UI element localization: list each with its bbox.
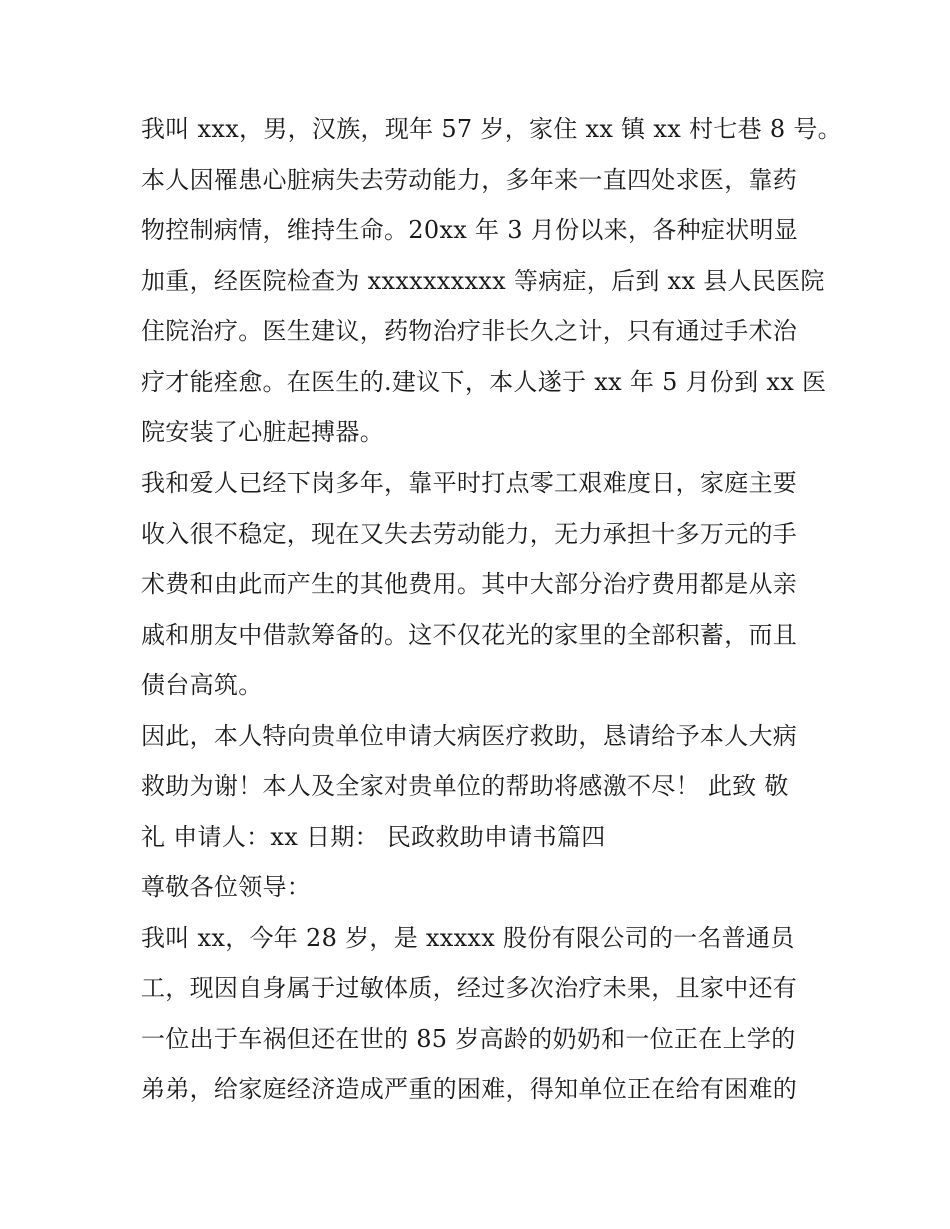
- text-line: 本人因罹患心脏病失去劳动能力，多年来一直四处求医，靠药: [141, 166, 798, 194]
- text-line: 住院治疗。医生建议，药物治疗非长久之计，只有通过手术治: [141, 317, 798, 345]
- text-line: 我叫 xxx，男，汉族，现年 57 岁，家住 xx 镇 xx 村七巷 8 号。: [141, 115, 842, 143]
- text-line: 术费和由此而产生的其他费用。其中大部分治疗费用都是从亲: [141, 570, 798, 598]
- text-line: 院安装了心脏起搏器。: [141, 418, 384, 446]
- text-line: 戚和朋友中借款筹备的。这不仅花光的家里的全部积蓄，而且: [141, 621, 798, 649]
- text-line: 收入很不稳定，现在又失去劳动能力，无力承担十多万元的手: [141, 520, 798, 548]
- text-line: 我和爱人已经下岗多年，靠平时打点零工艰难度日，家庭主要: [141, 469, 798, 497]
- text-line: 物控制病情，维持生命。20xx 年 3 月份以来，各种症状明显: [141, 216, 799, 244]
- text-line: 疗才能痊愈。在医生的.建议下，本人遂于 xx 年 5 月份到 xx 医: [141, 368, 827, 396]
- text-line: 债台高筑。: [141, 671, 263, 699]
- text-line: 工，现因自身属于过敏体质，经过多次治疗未果，且家中还有: [141, 974, 798, 1002]
- text-line: 礼 申请人：xx 日期： 民政救助申请书篇四: [141, 823, 606, 851]
- text-line: 一位出于车祸但还在世的 85 岁高龄的奶奶和一位正在上学的: [141, 1025, 796, 1053]
- text-line: 我叫 xx，今年 28 岁，是 xxxxx 股份有限公司的一名普通员: [141, 924, 795, 952]
- text-line: 加重，经医院检查为 xxxxxxxxxx 等病症，后到 xx 县人民医院: [141, 267, 825, 295]
- text-line: 尊敬各位领导：: [141, 873, 312, 901]
- text-line: 弟弟，给家庭经济造成严重的困难，得知单位正在给有困难的: [141, 1075, 798, 1103]
- text-line: 因此，本人特向贵单位申请大病医疗救助，恳请给予本人大病: [141, 722, 798, 750]
- text-line: 救助为谢！本人及全家对贵单位的帮助将感激不尽！ 此致 敬: [141, 772, 789, 800]
